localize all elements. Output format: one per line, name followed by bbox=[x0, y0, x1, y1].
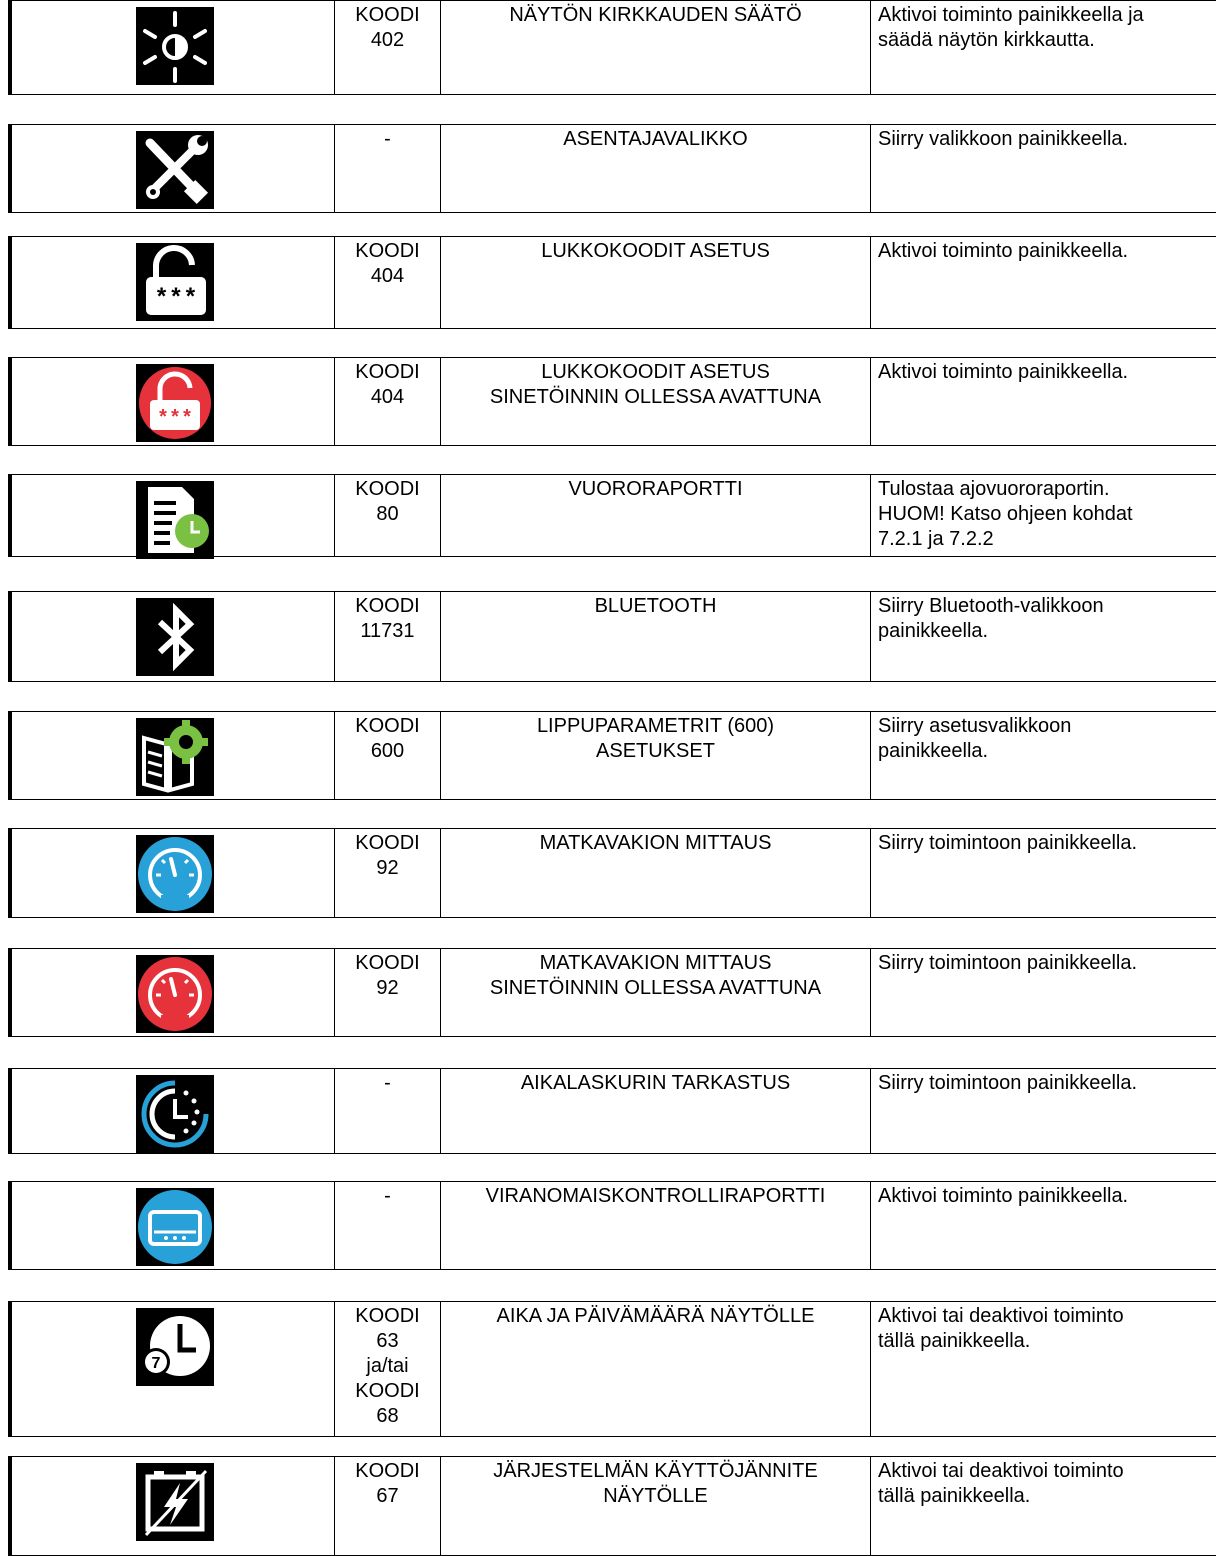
function-title bbox=[440, 829, 870, 917]
table-row bbox=[8, 948, 1216, 1037]
description-cell-line: Siirry toimintoon painikkeella. bbox=[878, 1072, 1138, 1094]
description-cell-line: säädä näytön kirkkautta. bbox=[878, 29, 1095, 51]
description-cell-line: Siirry Bluetooth-valikkoon bbox=[878, 595, 1104, 617]
icon-cell bbox=[12, 1069, 334, 1153]
function-title-line: LUKKOKOODIT ASETUS bbox=[541, 361, 770, 383]
lock-code-icon bbox=[136, 243, 214, 321]
function-title bbox=[440, 949, 870, 1036]
code-cell bbox=[334, 1069, 440, 1153]
icon-cell bbox=[12, 829, 334, 917]
function-title bbox=[440, 1182, 870, 1269]
function-title-line: AIKALASKURIN TARKASTUS bbox=[520, 1072, 791, 1094]
code-cell-line: 404 bbox=[370, 265, 405, 287]
control-report-icon bbox=[136, 1188, 214, 1266]
description-cell bbox=[870, 1, 1216, 94]
table-row bbox=[8, 0, 1216, 95]
description-cell-line: 7.2.1 ja 7.2.2 bbox=[878, 528, 994, 550]
table-row bbox=[8, 474, 1216, 557]
table-row bbox=[8, 591, 1216, 682]
code-cell-line: KOODI bbox=[355, 715, 420, 737]
table-row bbox=[8, 357, 1216, 446]
function-title bbox=[440, 125, 870, 212]
function-title-line: NÄYTÖN KIRKKAUDEN SÄÄTÖ bbox=[509, 4, 802, 26]
code-cell bbox=[334, 829, 440, 917]
icon-cell bbox=[12, 125, 334, 212]
svg-text:***: *** bbox=[156, 408, 194, 431]
parameters-gear-icon bbox=[136, 718, 214, 796]
function-title-line: SINETÖINNIN OLLESSA AVATTUNA bbox=[489, 386, 822, 408]
description-cell bbox=[870, 358, 1216, 445]
code-cell-line: 402 bbox=[370, 29, 405, 51]
icon-cell bbox=[12, 1, 334, 94]
code-cell-line: ja/tai bbox=[366, 1355, 409, 1377]
function-title bbox=[440, 1069, 870, 1153]
description-cell bbox=[870, 125, 1216, 212]
brightness-icon bbox=[136, 7, 214, 85]
code-cell bbox=[334, 1182, 440, 1269]
code-cell-line: 68 bbox=[376, 1405, 399, 1427]
function-title-line: BLUETOOTH bbox=[594, 595, 717, 617]
icon-cell bbox=[12, 358, 334, 445]
code-cell-line: KOODI bbox=[355, 832, 420, 854]
description-cell-line: Aktivoi tai deaktivoi toiminto bbox=[878, 1305, 1124, 1327]
description-cell-line: Aktivoi toiminto painikkeella. bbox=[878, 240, 1129, 262]
function-title-line: LIPPUPARAMETRIT (600) bbox=[536, 715, 775, 737]
code-cell-line: 404 bbox=[370, 386, 405, 408]
description-cell bbox=[870, 1182, 1216, 1269]
function-title-line: MATKAVAKION MITTAUS bbox=[539, 952, 772, 974]
table-row bbox=[8, 124, 1216, 213]
code-cell-line: KOODI bbox=[355, 1305, 420, 1327]
code-cell-line: KOODI bbox=[355, 361, 420, 383]
icon-cell bbox=[12, 949, 334, 1036]
code-cell bbox=[334, 237, 440, 328]
description-cell bbox=[870, 712, 1216, 799]
description-cell-line: painikkeella. bbox=[878, 740, 989, 762]
table-row bbox=[8, 1068, 1216, 1154]
function-title-line: LUKKOKOODIT ASETUS bbox=[541, 240, 770, 262]
speedometer-blue-icon bbox=[136, 835, 214, 913]
description-cell-line: painikkeella. bbox=[878, 620, 989, 642]
function-title bbox=[440, 1302, 870, 1436]
function-title bbox=[440, 1457, 870, 1555]
code-cell bbox=[334, 712, 440, 799]
icon-cell bbox=[12, 712, 334, 799]
code-cell bbox=[334, 1302, 440, 1436]
code-cell bbox=[334, 1457, 440, 1555]
function-title-line: SINETÖINNIN OLLESSA AVATTUNA bbox=[489, 977, 822, 999]
code-cell-line: 67 bbox=[376, 1485, 399, 1507]
function-title bbox=[440, 475, 870, 556]
code-cell bbox=[334, 949, 440, 1036]
function-title bbox=[440, 1, 870, 94]
description-cell-line: Siirry asetusvalikkoon bbox=[878, 715, 1072, 737]
code-cell-line: KOODI bbox=[355, 952, 420, 974]
function-title-line: VUORORAPORTTI bbox=[568, 478, 743, 500]
code-cell-line: KOODI bbox=[355, 4, 420, 26]
function-title-line: MATKAVAKION MITTAUS bbox=[539, 832, 772, 854]
description-cell bbox=[870, 1069, 1216, 1153]
code-cell bbox=[334, 592, 440, 681]
code-cell-line: 92 bbox=[376, 977, 399, 999]
description-cell-line: HUOM! Katso ohjeen kohdat bbox=[878, 503, 1133, 525]
code-cell-line: 600 bbox=[370, 740, 405, 762]
lock-code-red-icon bbox=[136, 364, 214, 442]
function-title bbox=[440, 592, 870, 681]
table-row bbox=[8, 711, 1216, 800]
description-cell-line: Aktivoi tai deaktivoi toiminto bbox=[878, 1460, 1124, 1482]
clock-date-icon bbox=[136, 1308, 214, 1386]
description-cell-line: Siirry valikkoon painikkeella. bbox=[878, 128, 1129, 150]
description-cell-line: Siirry toimintoon painikkeella. bbox=[878, 952, 1138, 974]
description-cell bbox=[870, 1302, 1216, 1436]
function-title-line: JÄRJESTELMÄN KÄYTTÖJÄNNITE bbox=[493, 1460, 818, 1482]
description-cell bbox=[870, 1457, 1216, 1555]
table-row bbox=[8, 236, 1216, 329]
description-cell-line: Aktivoi toiminto painikkeella. bbox=[878, 1185, 1129, 1207]
code-cell-line: KOODI bbox=[355, 1460, 420, 1482]
code-cell-line: 11731 bbox=[360, 620, 415, 642]
description-cell-line: tällä painikkeella. bbox=[878, 1330, 1031, 1352]
code-cell bbox=[334, 1, 440, 94]
code-cell-line: - bbox=[384, 1185, 391, 1207]
description-cell-line: Aktivoi toiminto painikkeella ja bbox=[878, 4, 1144, 26]
table-row bbox=[8, 1181, 1216, 1270]
icon-cell bbox=[12, 1457, 334, 1555]
installer-tools-icon bbox=[136, 131, 214, 209]
code-cell-line: KOODI bbox=[355, 478, 420, 500]
icon-cell bbox=[12, 592, 334, 681]
table-row bbox=[8, 828, 1216, 918]
svg-text:***: *** bbox=[154, 286, 198, 313]
function-title-line: NÄYTÖLLE bbox=[603, 1485, 708, 1507]
code-cell-line: 63 bbox=[376, 1330, 399, 1352]
code-cell-line: - bbox=[384, 128, 391, 150]
function-title bbox=[440, 237, 870, 328]
speedometer-red-icon bbox=[136, 955, 214, 1033]
icon-cell bbox=[12, 237, 334, 328]
icon-cell bbox=[12, 1182, 334, 1269]
code-cell bbox=[334, 475, 440, 556]
icon-cell bbox=[12, 475, 334, 556]
function-title bbox=[440, 712, 870, 799]
voltage-icon bbox=[136, 1463, 214, 1541]
code-cell-line: 92 bbox=[376, 857, 399, 879]
svg-text:7: 7 bbox=[151, 1355, 161, 1372]
description-cell bbox=[870, 829, 1216, 917]
description-cell bbox=[870, 949, 1216, 1036]
function-title-line: AIKA JA PÄIVÄMÄÄRÄ NÄYTÖLLE bbox=[496, 1305, 815, 1327]
description-cell-line: Siirry toimintoon painikkeella. bbox=[878, 832, 1138, 854]
table-row bbox=[8, 1456, 1216, 1556]
description-cell-line: Tulostaa ajovuororaportin. bbox=[878, 478, 1110, 500]
function-title-line: ASENTAJAVALIKKO bbox=[563, 128, 748, 150]
code-cell-line: KOODI bbox=[355, 1380, 420, 1402]
code-cell-line: KOODI bbox=[355, 595, 420, 617]
function-title-line: VIRANOMAISKONTROLLIRAPORTTI bbox=[485, 1185, 826, 1207]
code-cell-line: KOODI bbox=[355, 240, 420, 262]
function-title bbox=[440, 358, 870, 445]
description-cell bbox=[870, 592, 1216, 681]
code-cell-line: - bbox=[384, 1072, 391, 1094]
description-cell bbox=[870, 475, 1216, 556]
table-row bbox=[8, 1301, 1216, 1437]
function-title-line: ASETUKSET bbox=[596, 740, 715, 762]
icon-cell bbox=[12, 1302, 334, 1436]
timer-check-icon bbox=[136, 1075, 214, 1153]
code-cell-line: 80 bbox=[376, 503, 399, 525]
bluetooth-icon bbox=[136, 598, 214, 676]
shift-report-icon bbox=[136, 481, 214, 559]
code-cell bbox=[334, 358, 440, 445]
description-cell bbox=[870, 237, 1216, 328]
description-cell-line: tällä painikkeella. bbox=[878, 1485, 1031, 1507]
code-cell bbox=[334, 125, 440, 212]
description-cell-line: Aktivoi toiminto painikkeella. bbox=[878, 361, 1129, 383]
